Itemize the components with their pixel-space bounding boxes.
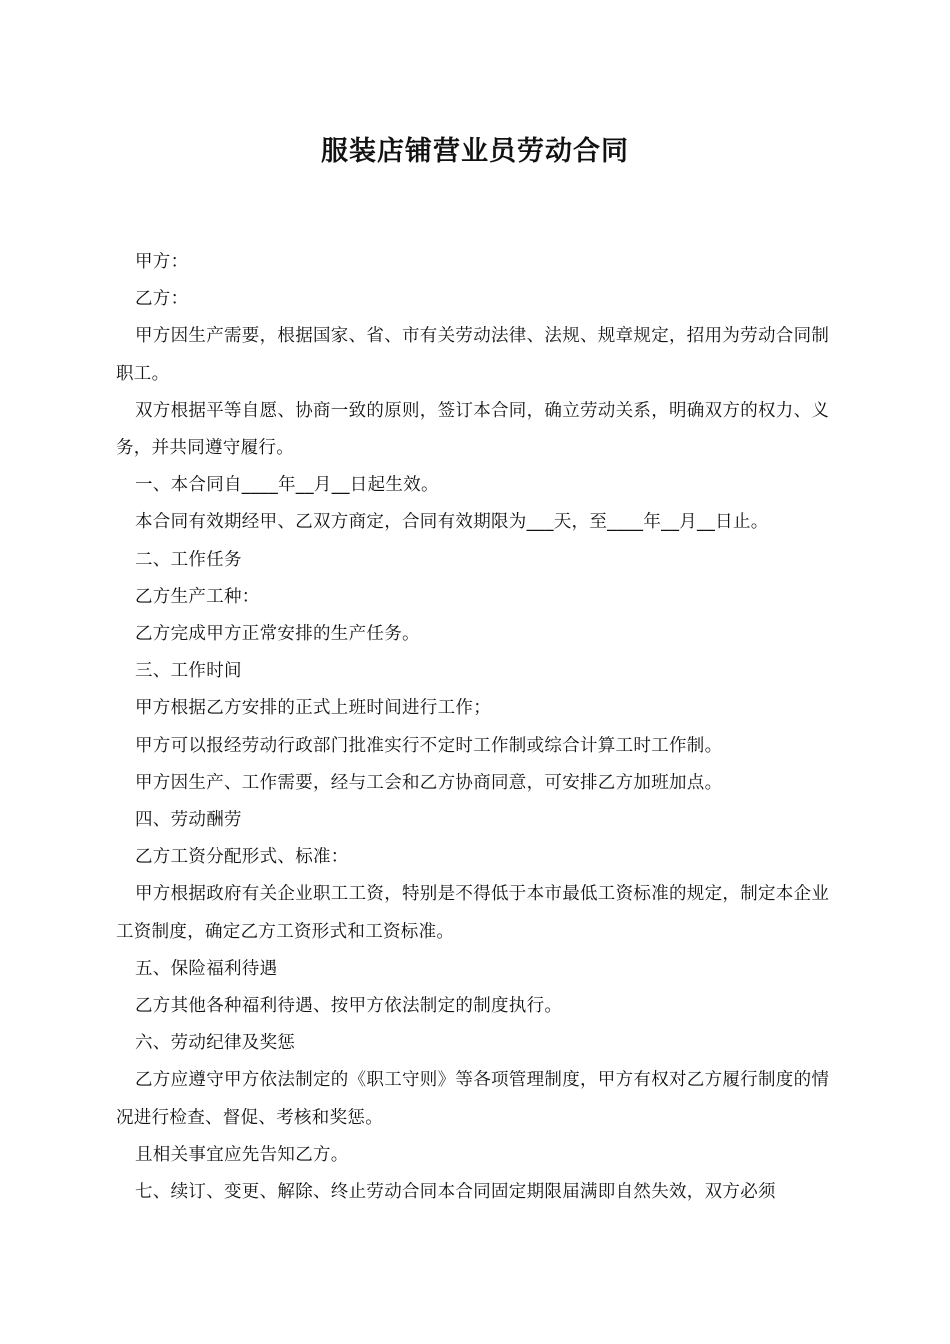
section-heading-work-hours: 三、工作时间 [135,661,242,682]
paragraph-effective-date: 一、本合同自____年__月__日起生效。 [135,475,439,496]
paragraph-notice: 且相关事宜应先告知乙方。 [135,1144,349,1165]
paragraph-wage-form: 乙方工资分配形式、标准： [135,847,349,868]
paragraph-hiring-basis: 甲方因生产需要，根据国家、省、市有关劳动法律、法规、规章规定，招用为劳动合同制职工。 [116,326,830,384]
paragraph-party-b: 乙方： [135,289,189,310]
section-heading-remuneration: 四、劳动酬劳 [135,810,242,831]
paragraph-overtime: 甲方因生产、工作需要，经与工会和乙方协商同意，可安排乙方加班加点。 [135,772,723,793]
section-heading-insurance-benefits: 五、保险福利待遇 [135,958,278,979]
section-heading-renewal-termination: 七、续订、变更、解除、终止劳动合同本合同固定期限届满即自然失效，双方必须 [135,1182,776,1203]
section-heading-discipline: 六、劳动纪律及奖惩 [135,1033,296,1054]
paragraph-principles: 双方根据平等自愿、协商一致的原则，签订本合同，确立劳动关系，明确双方的权力、义务，并共同遵守履行。 [116,400,830,459]
paragraph-job-type: 乙方生产工种： [135,586,260,607]
document-title: 服装店铺营业员劳动合同 [321,136,629,167]
paragraph-party-a: 甲方： [135,252,189,272]
paragraph-benefits: 乙方其他各种福利待遇、按甲方依法制定的制度执行。 [135,996,563,1017]
paragraph-work-schedule: 甲方根据乙方安排的正式上班时间进行工作； [135,698,491,719]
paragraph-flexible-hours: 甲方可以报经劳动行政部门批准实行不定时工作制或综合计算工时工作制。 [135,735,723,756]
section-heading-work-tasks: 二、工作任务 [135,549,242,570]
paragraph-task-completion: 乙方完成甲方正常安排的生产任务。 [135,624,420,645]
paragraph-rules-compliance: 乙方应遵守甲方依法制定的《职工守则》等各项管理制度，甲方有权对乙方履行制度的情况进行检查、督促、考核和奖惩。 [116,1070,830,1128]
paragraph-wage-standard: 甲方根据政府有关企业职工工资，特别是不得低于本市最低工资标准的规定，制定本企业工资制度，确定乙方工资形式和工资标准。 [116,884,830,942]
document-body [116,244,836,1211]
paragraph-term: 本合同有效期经甲、乙双方商定，合同有效期限为___天，至____年__月__日止。 [135,512,769,533]
